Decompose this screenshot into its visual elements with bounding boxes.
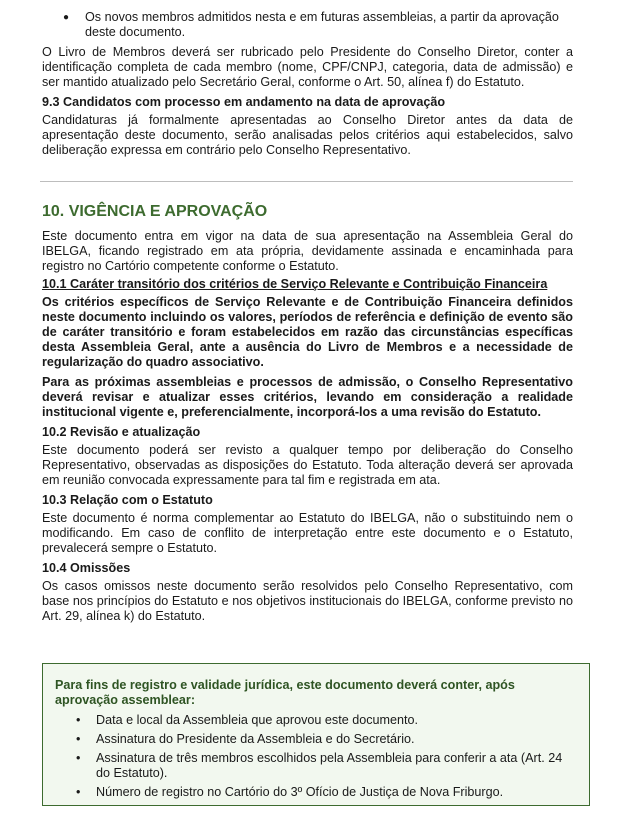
box-title: Para fins de registro e validade jurídica, este documento deverá conter, após aprovação assemblear: bbox=[55, 678, 515, 707]
intro-bullet-list bbox=[42, 10, 573, 40]
section-9-3-heading: 9.3 Candidatos com processo em andamento na data de aprovação bbox=[42, 95, 446, 109]
section-10-3-heading: 10.3 Relação com o Estatuto bbox=[42, 493, 213, 507]
section-10-2-heading: 10.2 Revisão e atualização bbox=[42, 425, 201, 439]
section-9-3-body: Candidaturas já formalmente apresentadas ao Conselho Diretor antes da data de apresentação deste documento, serão analisadas pelos critérios aqui estabelecidos, salvo deliberação expressa em contrário pelo Conselho Representativo. bbox=[42, 113, 573, 157]
livro-membros-paragraph: O Livro de Membros deverá ser rubricado pelo Presidente do Conselho Diretor, conter a identificação completa de cada membro (nome, CPF/CNPJ, categoria, data de admissão) e ser mantido atualizado pelo Secretário Geral, conforme o Art. 50, alínea f) do Estatuto. bbox=[42, 45, 573, 89]
section-10-1-heading: 10.1 Caráter transitório dos critérios de Serviço Relevante e Contribuição Financeira bbox=[42, 277, 548, 291]
section-10-intro: Este documento entra em vigor na data de sua apresentação na Assembleia Geral do IBELGA, ficando registrado em ata própria, devidamente assinada e encaminhada para registro no Cartório competente conforme o Estatuto. bbox=[42, 229, 573, 273]
list-item: • Assinatura de três membros escolhidos pela Assembleia para conferir a ata (Art. 24 do Estatuto). bbox=[55, 751, 577, 781]
list-item: ● Os novos membros admitidos nesta e em futuras assembleias, a partir da aprovação deste documento. bbox=[42, 10, 573, 40]
registration-requirements-box bbox=[42, 663, 590, 806]
section-10-title: 10. VIGÊNCIA E APROVAÇÃO bbox=[42, 203, 268, 220]
section-10-3-body: Este documento é norma complementar ao Estatuto do IBELGA, não o substituindo nem o modificando. Em caso de conflito de interpretação entre este documento e o Estatuto, prevalecerá sempre o Estatuto. bbox=[42, 511, 573, 555]
document-body bbox=[42, 0, 573, 624]
list-item: • Número de registro no Cartório do 3º Ofício de Justiça de Nova Friburgo. bbox=[55, 785, 577, 800]
section-10-1-paragraph-1: Os critérios específicos de Serviço Relevante e de Contribuição Financeira definidos neste documento incluindo os valores, períodos de referência e definição de evento são de caráter transitório e foram estabelecidos em razão das circunstâncias específicas desta Assembleia Geral, ante a ausência do Livro de Membros e a necessidade de regularização do quadro associativo. bbox=[42, 295, 573, 369]
section-divider bbox=[40, 181, 573, 182]
section-10-2-body: Este documento poderá ser revisto a qualquer tempo por deliberação do Conselho Representativo, observadas as disposições do Estatuto. Toda alteração deverá ser aprovada em reunião convocada expressamente para tal fim e registrada em ata. bbox=[42, 443, 573, 487]
requirements-list bbox=[55, 713, 577, 800]
section-10-4-body: Os casos omissos neste documento serão resolvidos pelo Conselho Representativo, com base nos princípios do Estatuto e nos objetivos institucionais do IBELGA, conforme previsto no Art. 29, alínea k) do Estatuto. bbox=[42, 579, 573, 623]
list-item: • Assinatura do Presidente da Assembleia e do Secretário. bbox=[55, 732, 577, 747]
list-item: • Data e local da Assembleia que aprovou este documento. bbox=[55, 713, 577, 728]
section-10-1-paragraph-2: Para as próximas assembleias e processos de admissão, o Conselho Representativo deverá revisar e atualizar esses critérios, levando em consideração a realidade institucional vigente e, preferencialmente, incorporá-los a uma revisão do Estatuto. bbox=[42, 375, 573, 419]
section-10-4-heading: 10.4 Omissões bbox=[42, 561, 131, 575]
